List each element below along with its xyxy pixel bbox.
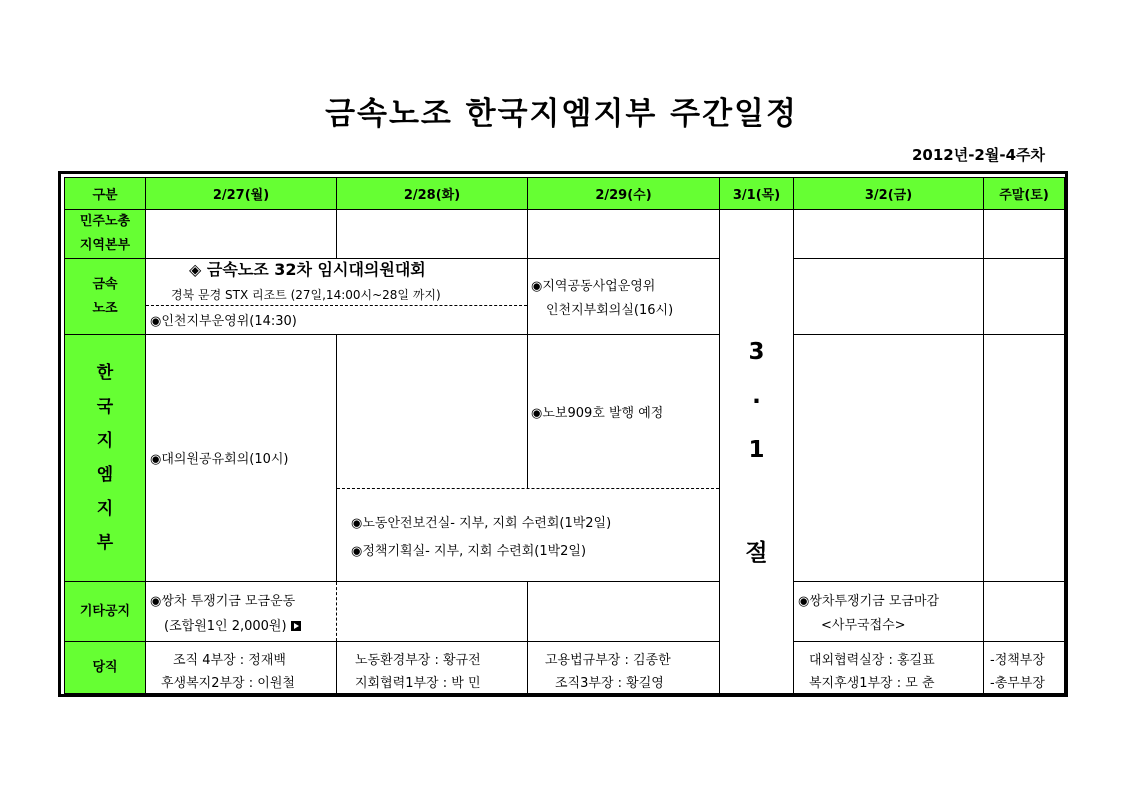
divider-dashed	[146, 305, 527, 306]
duty-mon-2: 후생복지2부장 : 이원철	[161, 676, 295, 691]
header-day-mon: 2/27(월)	[145, 177, 337, 210]
cell-regional-tue	[336, 209, 528, 259]
cell-regional-mon	[145, 209, 337, 259]
arrow-box-icon	[291, 621, 301, 631]
cell-other-wed	[527, 581, 720, 642]
row-label-duty: 당직	[64, 641, 146, 694]
event-fund-close-note: <사무국접수>	[821, 618, 906, 633]
page-title: 금속노조 한국지엠지부 주간일정	[325, 96, 798, 132]
holiday-text: 3	[748, 339, 765, 365]
header-day-tue: 2/28(화)	[336, 177, 528, 210]
duty-mon-1: 조직 4부장 : 정재백	[173, 653, 286, 668]
cell-regional-fri	[793, 209, 984, 259]
event-assembly: ◈ 금속노조 32차 임시대의원대회	[189, 260, 426, 279]
cell-other-sat	[983, 581, 1065, 642]
event-nobo: ◉노보909호 발행 예정	[531, 406, 664, 421]
event-safety-workshop: ◉노동안전보건실- 지부, 지회 수련회(1박2일)	[351, 516, 612, 531]
row-label-regional: 민주노총 지역본부	[64, 209, 146, 259]
week-label: 2012년-2월-4주차	[911, 146, 1045, 164]
cell-gm-sat	[983, 334, 1065, 582]
duty-wed-2: 조직3부장 : 황길영	[555, 676, 664, 691]
event-assembly-place: 경북 문경 STX 리조트 (27일,14:00시~28일 까지)	[171, 288, 441, 302]
event-fund-amount: (조합원1인 2,000원)	[164, 615, 301, 634]
duty-wed-1: 고용법규부장 : 김종한	[545, 653, 671, 668]
header-day-sat: 주말(토)	[983, 177, 1065, 210]
event-policy-workshop: ◉정책기획실- 지부, 지회 수련회(1박2일)	[351, 544, 587, 559]
holiday-text: 1	[748, 437, 765, 463]
row-label-other: 기타공지	[64, 581, 146, 642]
divider-dashed	[337, 488, 719, 489]
divider-tue-wed	[527, 335, 528, 489]
duty-fri-1: 대외협력실장 : 홍길표	[809, 653, 935, 668]
cell-gm-fri	[793, 334, 984, 582]
event-incheon-committee: ◉인천지부운영위(14:30)	[150, 314, 297, 329]
event-fund-campaign: ◉쌍차 투쟁기금 모금운동	[150, 594, 296, 609]
duty-tue-1: 노동환경부장 : 황규전	[355, 653, 481, 668]
cell-regional-sat	[983, 209, 1065, 259]
holiday-text: ·	[752, 389, 761, 415]
cell-regional-wed	[527, 209, 720, 259]
duty-fri-2: 복지후생1부장 : 모 춘	[809, 676, 935, 691]
duty-tue-2: 지회협력1부장 : 박 민	[355, 676, 481, 691]
row-label-union: 금속 노조	[64, 258, 146, 335]
header-day-wed: 2/29(수)	[527, 177, 720, 210]
event-fund-close: ◉쌍차투쟁기금 모금마감	[798, 594, 940, 609]
cell-union-wed	[527, 258, 720, 335]
cell-union-sat	[983, 258, 1065, 335]
schedule-table	[58, 171, 1068, 697]
header-category: 구분	[64, 177, 146, 210]
event-regional-joint-place: 인천지부회의실(16시)	[546, 303, 674, 318]
divider-dashed	[336, 582, 337, 641]
event-regional-joint: ◉지역공동사업운영위	[531, 279, 656, 294]
holiday-text: 절	[745, 540, 768, 566]
header-day-thu: 3/1(목)	[719, 177, 794, 210]
header-day-fri: 3/2(금)	[793, 177, 984, 210]
cell-union-fri	[793, 258, 984, 335]
event-delegates-meeting: ◉대의원공유회의(10시)	[150, 452, 289, 467]
row-label-gm: 한 국 지 엠 지 부	[64, 334, 146, 582]
duty-sat-1: -정책부장	[990, 653, 1045, 668]
duty-sat-2: -총무부장	[990, 676, 1045, 691]
